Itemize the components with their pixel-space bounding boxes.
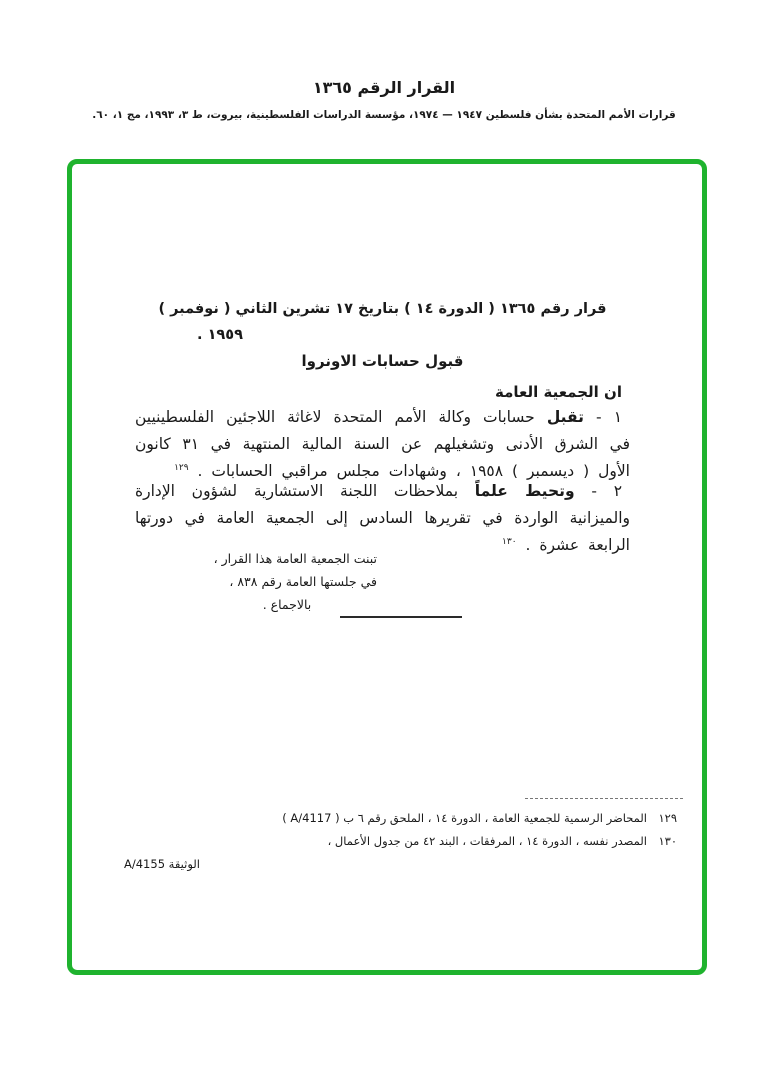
- source-citation: قرارات الأمم المتحدة بشأن فلسطين ١٩٤٧ — ١٩٧٤، مؤسسة الدراسات الفلسطينية، بيروت، ط ٣، ١٩٩٣، مج ١، ٦٠.: [92, 109, 676, 121]
- resolution-heading-year: ١٩٥٩ .: [197, 327, 243, 343]
- adoption-statement: [197, 547, 377, 616]
- page-title: القرار الرقم ١٣٦٥: [312, 78, 456, 97]
- paragraph-2-keyword: وتحيط علماً: [474, 482, 575, 500]
- footnote-ref-130: ١٣٠: [502, 536, 517, 547]
- footnote-130-number: ١٣٠: [658, 834, 677, 848]
- footnote-ref-129: ١٢٩: [174, 462, 189, 473]
- assembly-intro: ان الجمعية العامة: [495, 383, 622, 401]
- footnote-separator: [525, 798, 683, 799]
- document-frame: [67, 159, 707, 975]
- paragraph-2-number: ٢ -: [574, 482, 623, 500]
- paragraph-1-keyword: تقبل: [546, 408, 584, 426]
- adoption-line-2: في جلستها العامة رقم ٨٣٨ ،: [229, 574, 377, 589]
- resolution-subject: قبول حسابات الاونروا: [301, 352, 464, 370]
- adoption-line-1: تبنت الجمعية العامة هذا القرار ،: [213, 551, 377, 566]
- footnote-129-number: ١٢٩: [658, 811, 677, 825]
- footnote-130: [112, 830, 677, 876]
- paragraph-1-number: ١ -: [583, 408, 623, 426]
- footnote-129: [112, 807, 677, 830]
- closing-rule: [340, 616, 462, 618]
- paragraph-1: [135, 404, 630, 485]
- footnote-130-line-1: المصدر نفسه ، الدورة ١٤ ، المرفقات ، البند ٤٢ من جدول الأعمال ،: [327, 834, 647, 848]
- paragraph-2-text: بملاحظات اللجنة الاستشارية لشؤون الإدارة والميزانية الواردة في تقريرها السادس إلى الجمعية العامة في دورتها الرابعة عشرة .: [135, 482, 630, 554]
- resolution-heading: قرار رقم ١٣٦٥ ( الدورة ١٤ ) بتاريخ ١٧ تشرين الثاني ( نوفمبر ): [158, 301, 607, 317]
- footnotes: [112, 807, 677, 876]
- footnote-129-text: المحاضر الرسمية للجمعية العامة ، الدورة ١٤ ، الملحق رقم ٦ ب ( A/4117 ): [282, 811, 647, 825]
- adoption-line-3: بالاجماع .: [262, 597, 312, 612]
- paragraph-1-text: حسابات وكالة الأمم المتحدة لاغاثة اللاجئين الفلسطينيين في الشرق الأدنى وتشغيلهم عن السنة المالية المنتهية في ٣١ كانون الأول ( ديسمبر ) ١٩٥٨ ، وشهادات مجلس مراقبي الحسابات .: [135, 408, 630, 480]
- footnote-130-continuation: الوثيقة A/4155: [124, 857, 200, 871]
- footnote-130-text: [112, 830, 647, 876]
